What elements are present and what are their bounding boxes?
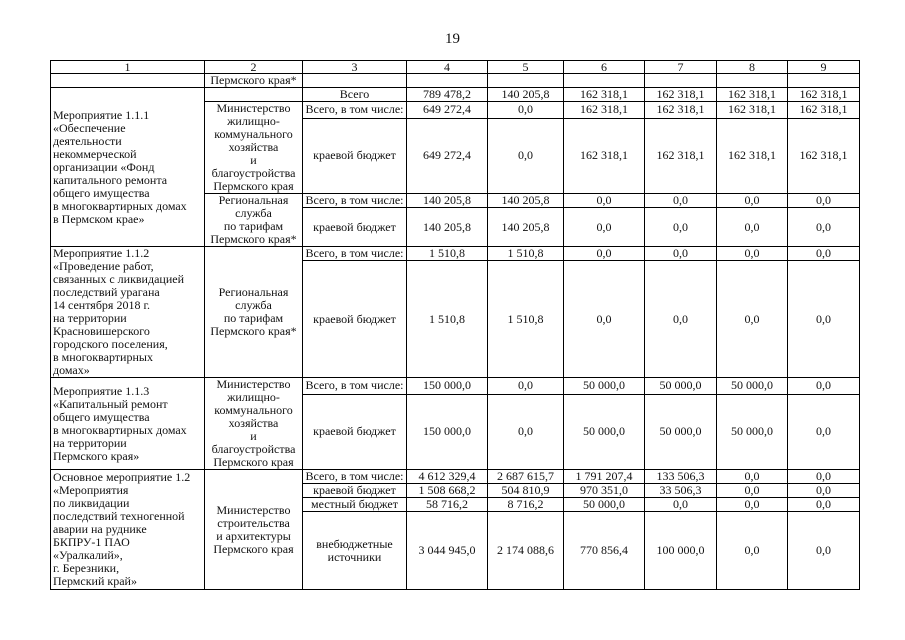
value-cell: 0,0 bbox=[788, 261, 860, 378]
value-cell: 0,0 bbox=[717, 208, 788, 247]
value-cell: 58 716,2 bbox=[407, 498, 488, 512]
column-header: 6 bbox=[564, 61, 645, 74]
value-cell: 0,0 bbox=[488, 394, 564, 470]
column-header: 9 bbox=[788, 61, 860, 74]
executor-cell: Региональная служба по тарифам Пермского края* bbox=[205, 194, 303, 247]
value-cell: 140 205,8 bbox=[488, 88, 564, 102]
value-cell: 504 810,9 bbox=[488, 484, 564, 498]
funding-label: Всего, в том числе: bbox=[303, 470, 407, 484]
value-cell: 0,0 bbox=[488, 102, 564, 119]
value-cell: 1 510,8 bbox=[407, 247, 488, 261]
value-cell: 649 272,4 bbox=[407, 102, 488, 119]
funding-label: краевой бюджет bbox=[303, 118, 407, 194]
measure-name-1-1-2: Мероприятие 1.1.2 «Проведение работ, связанных с ликвидацией последствий урагана 14 сентября 2018 г. на территории Красновишерского городского поселения, в многоквартирных домах» bbox=[51, 247, 205, 378]
column-header: 3 bbox=[303, 61, 407, 74]
empty-cell bbox=[717, 74, 788, 88]
value-cell: 140 205,8 bbox=[407, 208, 488, 247]
value-cell: 50 000,0 bbox=[564, 498, 645, 512]
empty-cell bbox=[488, 74, 564, 88]
value-cell: 0,0 bbox=[645, 261, 717, 378]
value-cell: 1 508 668,2 bbox=[407, 484, 488, 498]
value-cell: 162 318,1 bbox=[788, 88, 860, 102]
executor-cell: Региональная служба по тарифам Пермского края* bbox=[205, 247, 303, 378]
funding-label: краевой бюджет bbox=[303, 261, 407, 378]
value-cell: 0,0 bbox=[645, 247, 717, 261]
value-cell: 162 318,1 bbox=[564, 102, 645, 119]
value-cell: 0,0 bbox=[564, 247, 645, 261]
funding-label: краевой бюджет bbox=[303, 394, 407, 470]
funding-label: Всего, в том числе: bbox=[303, 378, 407, 395]
value-cell: 2 174 088,6 bbox=[488, 512, 564, 590]
empty-cell bbox=[51, 74, 205, 88]
value-cell: 50 000,0 bbox=[717, 378, 788, 395]
value-cell: 140 205,8 bbox=[488, 194, 564, 208]
value-cell: 0,0 bbox=[788, 498, 860, 512]
value-cell: 0,0 bbox=[788, 512, 860, 590]
value-cell: 50 000,0 bbox=[717, 394, 788, 470]
executor-cell: Пермского края* bbox=[205, 74, 303, 88]
value-cell: 140 205,8 bbox=[407, 194, 488, 208]
table-row bbox=[51, 247, 860, 261]
table-row bbox=[51, 470, 860, 484]
value-cell: 970 351,0 bbox=[564, 484, 645, 498]
table-row bbox=[51, 74, 860, 88]
value-cell: 0,0 bbox=[717, 512, 788, 590]
funding-label: краевой бюджет bbox=[303, 208, 407, 247]
column-header: 7 bbox=[645, 61, 717, 74]
executor-cell: Министерство жилищно- коммунального хозяйства и благоустройства Пермского края bbox=[205, 378, 303, 470]
funding-label: внебюджетные источники bbox=[303, 512, 407, 590]
column-header: 4 bbox=[407, 61, 488, 74]
value-cell: 50 000,0 bbox=[564, 394, 645, 470]
value-cell: 100 000,0 bbox=[645, 512, 717, 590]
value-cell: 50 000,0 bbox=[645, 394, 717, 470]
value-cell: 162 318,1 bbox=[717, 118, 788, 194]
value-cell: 162 318,1 bbox=[717, 102, 788, 119]
value-cell: 0,0 bbox=[788, 394, 860, 470]
column-header: 8 bbox=[717, 61, 788, 74]
value-cell: 0,0 bbox=[788, 194, 860, 208]
value-cell: 770 856,4 bbox=[564, 512, 645, 590]
executor-cell: Министерство жилищно- коммунального хозяйства и благоустройства Пермского края bbox=[205, 102, 303, 194]
funding-label: местный бюджет bbox=[303, 498, 407, 512]
measure-name-1-1-1: Мероприятие 1.1.1 «Обеспечение деятельности некоммерческой организации «Фонд капитального ремонта общего имущества в многоквартирных домах в Пермском крае» bbox=[51, 88, 205, 247]
value-cell: 162 318,1 bbox=[645, 102, 717, 119]
value-cell: 1 510,8 bbox=[488, 261, 564, 378]
value-cell: 0,0 bbox=[645, 498, 717, 512]
executor-cell: Министерство строительства и архитектуры Пермского края bbox=[205, 470, 303, 590]
funding-label: Всего bbox=[303, 88, 407, 102]
empty-cell bbox=[645, 74, 717, 88]
value-cell: 162 318,1 bbox=[564, 88, 645, 102]
measure-name-1-2: Основное мероприятие 1.2 «Мероприятия по ликвидации последствий техногенной аварии на руднике БКПРУ-1 ПАО «Уралкалий», г. Березники, Пермский край» bbox=[51, 470, 205, 590]
empty-cell bbox=[564, 74, 645, 88]
value-cell: 649 272,4 bbox=[407, 118, 488, 194]
value-cell: 150 000,0 bbox=[407, 378, 488, 395]
value-cell: 50 000,0 bbox=[645, 378, 717, 395]
value-cell: 1 791 207,4 bbox=[564, 470, 645, 484]
value-cell: 0,0 bbox=[717, 470, 788, 484]
empty-cell bbox=[303, 74, 407, 88]
value-cell: 8 716,2 bbox=[488, 498, 564, 512]
value-cell: 162 318,1 bbox=[645, 88, 717, 102]
column-header: 2 bbox=[205, 61, 303, 74]
funding-label: Всего, в том числе: bbox=[303, 247, 407, 261]
table-row bbox=[51, 88, 860, 102]
header-row bbox=[51, 61, 860, 74]
value-cell: 0,0 bbox=[717, 484, 788, 498]
value-cell: 1 510,8 bbox=[488, 247, 564, 261]
value-cell: 0,0 bbox=[717, 194, 788, 208]
value-cell: 140 205,8 bbox=[488, 208, 564, 247]
value-cell: 0,0 bbox=[645, 208, 717, 247]
funding-label: Всего, в том числе: bbox=[303, 194, 407, 208]
value-cell: 50 000,0 bbox=[564, 378, 645, 395]
column-header: 5 bbox=[488, 61, 564, 74]
value-cell: 33 506,3 bbox=[645, 484, 717, 498]
measure-name-1-1-3: Мероприятие 1.1.3 «Капитальный ремонт общего имущества в многоквартирных домах на территории Пермского края» bbox=[51, 378, 205, 470]
page-number: 19 bbox=[445, 31, 460, 47]
funding-label: краевой бюджет bbox=[303, 484, 407, 498]
budget-table bbox=[50, 60, 860, 590]
value-cell: 0,0 bbox=[788, 470, 860, 484]
value-cell: 162 318,1 bbox=[717, 88, 788, 102]
empty-cell bbox=[788, 74, 860, 88]
value-cell: 4 612 329,4 bbox=[407, 470, 488, 484]
value-cell: 162 318,1 bbox=[645, 118, 717, 194]
value-cell: 0,0 bbox=[717, 247, 788, 261]
value-cell: 162 318,1 bbox=[564, 118, 645, 194]
value-cell: 0,0 bbox=[645, 194, 717, 208]
value-cell: 0,0 bbox=[717, 498, 788, 512]
value-cell: 789 478,2 bbox=[407, 88, 488, 102]
funding-label: Всего, в том числе: bbox=[303, 102, 407, 119]
value-cell: 0,0 bbox=[488, 118, 564, 194]
value-cell: 0,0 bbox=[564, 261, 645, 378]
empty-cell bbox=[407, 74, 488, 88]
value-cell: 0,0 bbox=[788, 208, 860, 247]
value-cell: 0,0 bbox=[788, 484, 860, 498]
value-cell: 0,0 bbox=[488, 378, 564, 395]
value-cell: 1 510,8 bbox=[407, 261, 488, 378]
value-cell: 162 318,1 bbox=[788, 118, 860, 194]
value-cell: 162 318,1 bbox=[788, 102, 860, 119]
value-cell: 0,0 bbox=[788, 378, 860, 395]
value-cell: 0,0 bbox=[788, 247, 860, 261]
value-cell: 133 506,3 bbox=[645, 470, 717, 484]
value-cell: 0,0 bbox=[564, 208, 645, 247]
value-cell: 2 687 615,7 bbox=[488, 470, 564, 484]
value-cell: 0,0 bbox=[717, 261, 788, 378]
empty-cell bbox=[205, 88, 303, 102]
column-header: 1 bbox=[51, 61, 205, 74]
value-cell: 150 000,0 bbox=[407, 394, 488, 470]
value-cell: 3 044 945,0 bbox=[407, 512, 488, 590]
value-cell: 0,0 bbox=[564, 194, 645, 208]
table-row bbox=[51, 378, 860, 395]
